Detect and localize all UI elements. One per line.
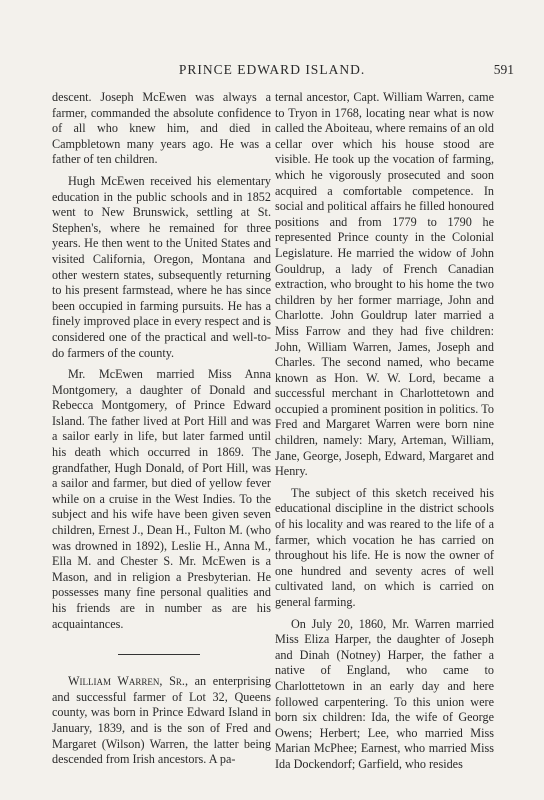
- right-column: [275, 90, 494, 779]
- paragraph-warren-intro: [52, 674, 271, 768]
- warren-intro-text: , an enterprising and successful farmer of Lot 32, Queens county, was born in Prince Edward Island in January, 1839, and is the son of Fred and Margaret (Wilson) Warren, the latter being descended from Irish ancestors. A pa-: [52, 674, 272, 767]
- paragraph-mcewen-descent: descent. Joseph McEwen was always a farmer, commanded the absolute confidence of all who knew him, and died in Campbletown many years ago. He was a father of ten children.: [52, 90, 271, 167]
- paragraph-warren-ancestry: ternal ancestor, Capt. William Warren, came to Tryon in 1768, locating near what is now called the Aboiteau, where remains of an old cellar over which his house stood are visible. He took up the vocation of farming, which he vigorously prosecuted and soon acquired a comfortable competence. In social and political affairs he filled honoured positions and from 1779 to 1790 he represented Prince county in the Colonial Legislature. He married the widow of John Gouldrup, a lady of French Canadian extraction, who brought to his home the two children by her former marriage, John and Charlotte. John Gouldrup later married a Miss Farrow and they had five children: John, William Warren, James, Joseph and Charles. The second named, who became known as Hon. W. W. Lord, became a successful merchant in Charlottetown and occupied a prominent position in politics. To Fred and Margaret Warren were born nine children, namely: Mary, Arteman, William, Jane, George, Joseph, Edward, Margaret and Henry.: [275, 90, 494, 479]
- left-column: [52, 90, 271, 774]
- page-header: [0, 62, 544, 82]
- paragraph-warren-marriage: On July 20, 1860, Mr. Warren married Miss Eliza Harper, the daughter of Joseph and Dinah (Notney) Harper, the father a native of England, who came to Charlottetown in an early day and here followed carpentering. To this union were born six children: Ida, the wife of George Owens; Herbert; Lee, who married Miss Marian McPhee; Earnest, who married Miss Ida Dockendorf; Garfield, who resides: [275, 616, 494, 771]
- page-number: 591: [493, 62, 514, 77]
- subject-name: William Warren, Sr.: [68, 674, 185, 689]
- section-divider: [52, 638, 271, 674]
- paragraph-warren-education: The subject of this sketch received his educational discipline in the district schools of his locality and was reared to the life of a farmer, which vocation he has carried on throughout his life. He is now the owner of one hundred and seventy acres of well cultivated land, on which is carried on general farming.: [275, 485, 494, 609]
- paragraph-hugh-education: Hugh McEwen received his elementary education in the public schools and in 1852 went to New Brunswick, settling at St. Stephen's, where he remained for three years. He then went to the United States and visited California, Oregon, Montana and other western states, subsequently returning to his present farmstead, where he has since been occupied in farming pursuits. He has a finely improved place in every respect and is considered one of the practical and well-to-do farmers of the county.: [52, 173, 271, 360]
- paragraph-mcewen-marriage: Mr. McEwen married Miss Anna Montgomery, a daughter of Donald and Rebecca Montgomery, of Prince Edward Island. The father lived at Port Hill and was a sailor early in life, but later farmed until his death which occurred in 1869. The grandfather, Hugh Donald, of Port Hill, was a sailor and farmer, but died of yellow fever while on a cruise in the West Indies. To the subject and his wife have been given seven children, Ernest J., Dean H., Fulton M. (who was drowned in 1892), Leslie H., Anna M., Ella M. and Chester S. Mr. McEwen is a Mason, and in religion a Presbyterian. He possesses many fine personal qualities and his friends are in number as are his acquaintances.: [52, 367, 271, 631]
- running-title: PRINCE EDWARD ISLAND.: [178, 62, 366, 77]
